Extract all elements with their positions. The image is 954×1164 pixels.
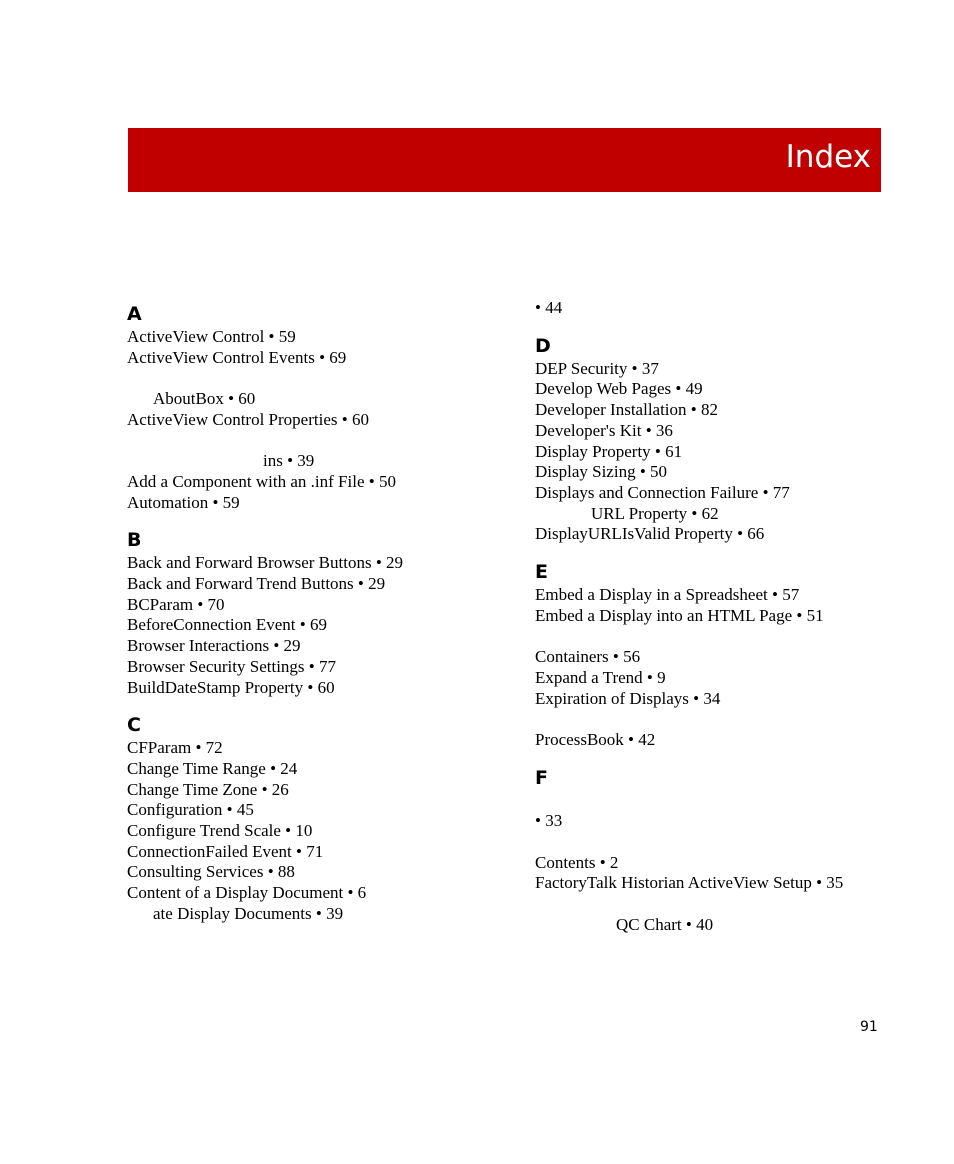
index-entry: Contents • 2 bbox=[535, 852, 619, 872]
index-entry: Configure Trend Scale • 10 bbox=[127, 821, 313, 841]
index-entry: Developer's Kit • 36 bbox=[535, 420, 673, 440]
index-entry: Display Sizing • 50 bbox=[535, 462, 668, 482]
index-entry: Embed a Display in a Spreadsheet • 57 bbox=[535, 585, 800, 605]
index-column-right bbox=[535, 298, 935, 936]
index-entry: ConnectionFailed Event • 71 bbox=[127, 841, 324, 861]
index-entry: Change Time Range • 24 bbox=[127, 758, 298, 778]
index-entry: Back and Forward Trend Buttons • 29 bbox=[127, 574, 386, 593]
index-entry: ProcessBook • 42 bbox=[535, 729, 656, 749]
index-entry: Develop Web Pages • 49 bbox=[535, 379, 703, 399]
index-entry: QC Chart • 40 bbox=[616, 914, 714, 934]
index-letter-d: D bbox=[535, 334, 551, 357]
index-entry: ins • 39 bbox=[263, 451, 315, 471]
index-entry: Browser Security Settings • 77 bbox=[127, 656, 336, 676]
index-letter-c: C bbox=[127, 714, 141, 737]
index-entry: BeforeConnection Event • 69 bbox=[127, 615, 327, 635]
index-entry: Configuration • 45 bbox=[127, 800, 254, 820]
index-entry: Add a Component with an .inf File • 50 bbox=[127, 471, 396, 491]
index-entry: ate Display Documents • 39 bbox=[153, 903, 344, 923]
index-letter-f: F bbox=[535, 766, 548, 789]
index-entry: Containers • 56 bbox=[535, 647, 641, 667]
index-entry: Consulting Services • 88 bbox=[127, 862, 295, 882]
index-entry: ActiveView Control • 59 bbox=[127, 327, 296, 346]
index-entry: Developer Installation • 82 bbox=[535, 400, 718, 420]
index-entry: BuildDateStamp Property • 60 bbox=[127, 677, 335, 697]
index-entry: DisplayURLIsValid Property • 66 bbox=[535, 524, 765, 544]
index-entry: Embed a Display into an HTML Page • 51 bbox=[535, 605, 824, 625]
index-entry: Change Time Zone • 26 bbox=[127, 779, 289, 799]
index-entry: Content of a Display Document • 6 bbox=[127, 883, 367, 903]
index-entry: AboutBox • 60 bbox=[153, 389, 256, 409]
index-entry: Back and Forward Browser Buttons • 29 bbox=[127, 553, 404, 573]
index-entry: • 33 bbox=[535, 811, 563, 831]
index-column-left bbox=[127, 301, 527, 925]
index-entry: CFParam • 72 bbox=[127, 738, 223, 758]
index-entry: URL Property • 62 bbox=[591, 503, 719, 523]
index-banner bbox=[128, 128, 881, 192]
index-entry-continued: • 44 bbox=[535, 298, 563, 317]
index-entry: Automation • 59 bbox=[127, 492, 240, 512]
index-entry: Displays and Connection Failure • 77 bbox=[535, 482, 790, 502]
page-number: 91 bbox=[860, 1019, 878, 1035]
index-entry: Expiration of Displays • 34 bbox=[535, 688, 721, 708]
index-letter-b: B bbox=[127, 529, 142, 552]
index-entry: ActiveView Control Properties • 60 bbox=[127, 409, 369, 429]
index-entry: Browser Interactions • 29 bbox=[127, 636, 301, 656]
index-entry: Expand a Trend • 9 bbox=[535, 667, 666, 687]
index-entry: FactoryTalk Historian ActiveView Setup • 35 bbox=[535, 873, 844, 893]
page-title: Index bbox=[785, 139, 871, 175]
index-entry: Display Property • 61 bbox=[535, 441, 683, 461]
index-letter-e: E bbox=[535, 561, 548, 584]
index-letter-a: A bbox=[127, 303, 142, 325]
index-entry: BCParam • 70 bbox=[127, 594, 225, 614]
index-entry: ActiveView Control Events • 69 bbox=[127, 347, 347, 367]
index-entry: DEP Security • 37 bbox=[535, 358, 659, 378]
